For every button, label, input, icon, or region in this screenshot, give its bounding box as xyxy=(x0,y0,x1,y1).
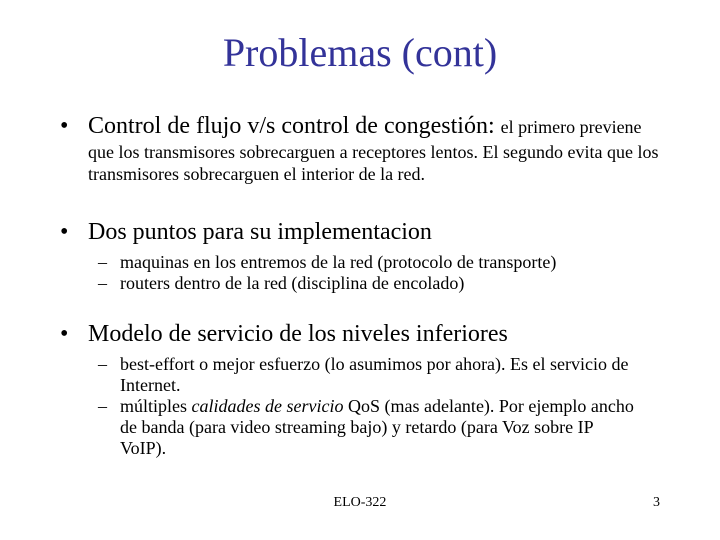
footer-course-code: ELO-322 xyxy=(333,495,387,510)
footer-page-number: 3 xyxy=(653,495,660,510)
bullet-main-small: el primero previene xyxy=(500,117,642,137)
bullet-flow-vs-congestion xyxy=(60,112,680,185)
sub-item-text: best-effort o mejor esfuerzo (lo asumimos por ahora). Es el servicio de Internet. xyxy=(120,354,629,395)
sub-list xyxy=(60,354,680,459)
bullet-main-text xyxy=(88,112,680,141)
sub-item-best-effort xyxy=(98,354,640,396)
sub-list xyxy=(60,252,680,294)
sub-item-hosts xyxy=(98,252,640,273)
bullet-main-text: Dos puntos para su implementacion xyxy=(88,219,432,245)
sub-item-text: routers dentro de la red (disciplina de encolado) xyxy=(120,273,465,293)
dash-marker: – xyxy=(98,252,107,272)
dash-marker: – xyxy=(98,354,107,374)
dash-marker: – xyxy=(98,273,107,293)
sub-item-emphasis: calidades de servicio xyxy=(191,396,344,416)
bullet-dot: • xyxy=(60,219,69,245)
bullet-service-model xyxy=(60,320,680,459)
bullet-dot: • xyxy=(60,321,69,347)
bullet-implementation-points xyxy=(60,218,680,294)
sub-item-qos xyxy=(98,396,640,459)
bullet-main-text: Modelo de servicio de los niveles inferiores xyxy=(88,321,508,347)
sub-item-text-before: múltiples xyxy=(120,396,192,416)
sub-item-routers xyxy=(98,273,640,294)
sub-item-text: maquinas en los entremos de la red (protocolo de transporte) xyxy=(120,252,557,272)
bullet-main-large: Control de flujo v/s control de congestión: xyxy=(88,113,501,139)
bullet-dot: • xyxy=(60,113,69,139)
sub-item-text-after: QoS (mas adelante). Por ejemplo ancho de banda (para video streaming bajo) y retardo (para Voz sobre IP VoIP). xyxy=(120,396,634,458)
bullet-continuation: que los transmisores sobrecarguen a receptores lentos. El segundo evita que los transmisores sobrecarguen el interior de la red. xyxy=(88,142,659,184)
slide-title: Problemas (cont) xyxy=(222,30,498,75)
dash-marker: – xyxy=(98,396,107,416)
